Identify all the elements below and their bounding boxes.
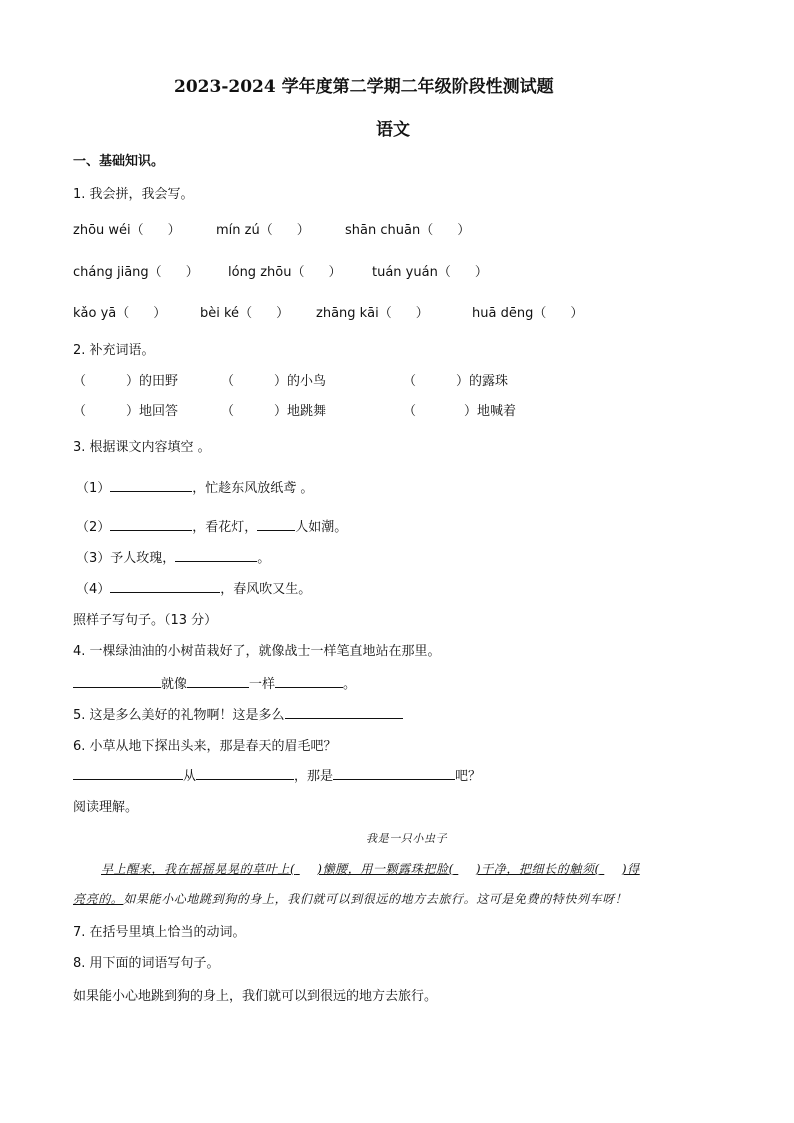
- answer-blank[interactable]: [73, 765, 183, 780]
- answer-blank[interactable]: [110, 516, 192, 531]
- q8-prompt: 8. 用下面的词语写句子。: [73, 956, 220, 971]
- pinyin-item: kǎo yā（ ）: [73, 306, 167, 321]
- reading-heading: 阅读理解。: [73, 800, 139, 815]
- word-fill-item: （ ）地跳舞: [221, 404, 327, 419]
- pinyin-item: shān chuān（ ）: [345, 223, 471, 238]
- answer-blank[interactable]: [454, 862, 476, 876]
- word-fill-item: （ ）的田野: [73, 374, 179, 389]
- answer-blank[interactable]: [333, 765, 455, 780]
- word-suffix: 的田野: [139, 374, 179, 389]
- answer-blank[interactable]: [285, 704, 403, 719]
- pinyin-text: huā dēng: [472, 306, 534, 321]
- pinyin-item: lóng zhōu（ ）: [228, 265, 342, 280]
- answer-blank[interactable]: [196, 765, 294, 780]
- word-suffix: 的露珠: [469, 374, 509, 389]
- word-fill-item: （ ）的小鸟: [221, 374, 327, 389]
- pinyin-text: shān chuān: [345, 223, 421, 238]
- q3-line-2: （2） ，看花灯， 人如潮。: [76, 516, 347, 535]
- answer-blank[interactable]: [275, 673, 343, 688]
- pinyin-text: bèi ké: [200, 306, 240, 321]
- pinyin-item: bèi ké（ ）: [200, 306, 290, 321]
- pinyin-item: tuán yuán（ ）: [372, 265, 488, 280]
- pinyin-text: tuán yuán: [372, 265, 438, 280]
- passage-line-1: 早上醒来，我在摇摇晃晃的草叶上( )懒腰，用一颗露珠把脸( )干净，把细长的触须( )得: [101, 862, 640, 876]
- q2-prompt: 2. 补充词语。: [73, 343, 155, 358]
- word-fill-item: （ ）地回答: [73, 404, 179, 419]
- q3-line-4: （4） ，春风吹又生。: [76, 578, 311, 597]
- word-suffix: 地跳舞: [287, 404, 327, 419]
- pinyin-item: cháng jiāng（ ）: [73, 265, 199, 280]
- answer-blank[interactable]: [295, 862, 317, 876]
- answer-blank[interactable]: [187, 673, 249, 688]
- word-fill-item: （ ）地喊着: [403, 404, 517, 419]
- q4-answer-line: 就像 一样 。: [73, 673, 356, 692]
- word-suffix: 地回答: [139, 404, 179, 419]
- q8-sentence: 如果能小心地跳到狗的身上，我们就可以到很远的地方去旅行。: [73, 989, 438, 1004]
- answer-blank[interactable]: [110, 477, 192, 492]
- passage-line-2: 亮亮的。如果能小心地跳到狗的身上，我们就可以到很远的地方去旅行。这可是免费的特快列车呀！: [73, 892, 628, 906]
- subject-title: 语文: [376, 120, 410, 140]
- pinyin-text: cháng jiāng: [73, 265, 149, 280]
- word-fill-item: （ ）的露珠: [403, 374, 509, 389]
- answer-blank[interactable]: [175, 547, 257, 562]
- pinyin-item: huā dēng（ ）: [472, 306, 584, 321]
- pinyin-item: zhāng kāi（ ）: [316, 306, 429, 321]
- answer-blank[interactable]: [600, 862, 622, 876]
- pinyin-text: lóng zhōu: [228, 265, 292, 280]
- answer-blank[interactable]: [110, 578, 220, 593]
- answer-blank[interactable]: [73, 673, 161, 688]
- q6-prompt: 6. 小草从地下探出头来，那是春天的眉毛吧？: [73, 739, 337, 754]
- word-suffix: 地喊着: [477, 404, 517, 419]
- q4-prompt: 4. 一棵绿油油的小树苗栽好了，就像战士一样笔直地站在那里。: [73, 644, 441, 659]
- q7-prompt: 7. 在括号里填上恰当的动词。: [73, 925, 246, 940]
- pinyin-text: zhōu wéi: [73, 223, 131, 238]
- imitate-heading: 照样子写句子。（13 分）: [73, 613, 218, 628]
- page-title: 2023-2024 学年度第二学期二年级阶段性测试题: [174, 77, 554, 97]
- word-suffix: 的小鸟: [287, 374, 327, 389]
- q3-line-3: （3）予人玫瑰， 。: [76, 547, 270, 566]
- pinyin-item: mín zú（ ）: [216, 223, 310, 238]
- pinyin-item: zhōu wéi（ ）: [73, 223, 181, 238]
- section-heading-basics: 一、基础知识。: [73, 154, 165, 169]
- pinyin-text: mín zú: [216, 223, 260, 238]
- passage-title: 我是一只小虫子: [366, 832, 448, 845]
- q6-answer-line: 从 ，那是 吧？: [73, 765, 481, 784]
- q5-prompt-line: 5. 这是多么美好的礼物啊！这是多么: [73, 704, 403, 723]
- answer-blank[interactable]: [257, 516, 295, 531]
- q3-line-1: （1） ，忙趁东风放纸鸢 。: [76, 477, 313, 496]
- q3-prompt: 3. 根据课文内容填空 。: [73, 440, 211, 455]
- pinyin-text: kǎo yā: [73, 306, 117, 321]
- pinyin-text: zhāng kāi: [316, 306, 379, 321]
- q1-prompt: 1. 我会拼，我会写。: [73, 187, 194, 202]
